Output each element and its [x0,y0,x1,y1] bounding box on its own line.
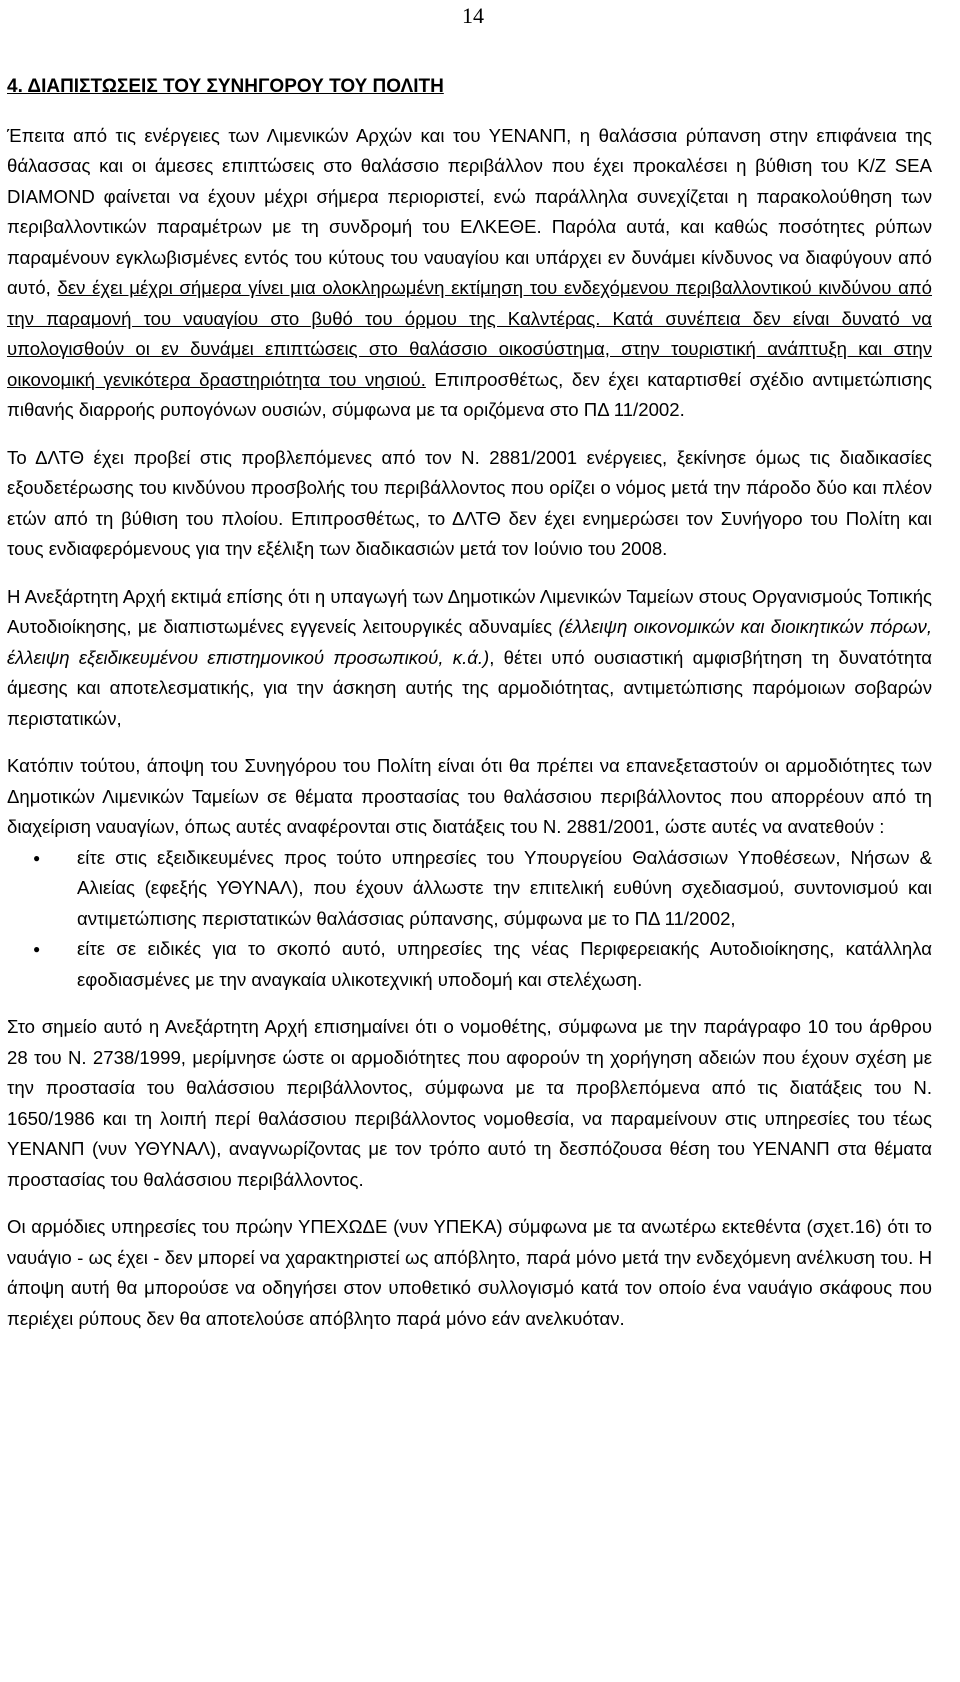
paragraph-text-after: Επιπροσθέτως, δεν έχει καταρτισθεί σχέδιο αντιμετώπισης πιθανής διαρροής ρυπογόνων ουσιών, σύμφωνα με τα οριζόμενα στο ΠΔ 11/2002. [7,368,932,420]
paragraph-findings [7,121,932,426]
recommendation-list [7,843,932,996]
paragraph-recommendation: Κατόπιν τούτου, άποψη του Συνηγόρου του Πολίτη είναι ότι θα πρέπει να επανεξεταστούν οι αρμοδιότητες των Δημοτικών Λιμενικών Ταμείων σε θέματα προστασίας του θαλάσσιου περιβάλλοντος που απορρέουν από τη διαχείριση ναυαγίων, όπως αυτές αναφέρονται στις διατάξεις του Ν. 2881/2001, ώστε αυτές να ανατεθούν : [7,755,932,837]
paragraph-dltth: Το ΔΛΤΘ έχει προβεί στις προβλεπόμενες από τον Ν. 2881/2001 ενέργειες, ξεκίνησε όμως τις διαδικασίες εξουδετέρωσης του κινδύνου προσβολής του περιβάλλοντος που ορίζει ο νόμος μετά την πάροδο δύο και πλέον ετών από τη βύθιση του πλοίου. Επιπροσθέτως, το ΔΛΤΘ δεν έχει ενημερώσει τον Συνήγορο του Πολίτη και τους ενδιαφερόμενους για την εξέλιξη των διαδικασιών μετά τον Ιούνιο του 2008. [7,446,932,559]
paragraph-text-after: , θέτει υπό ουσιαστική αμφισβήτηση τη δυνατότητα άμεσης και αποτελεσματικής, για την άσκηση αυτής της αρμοδιότητας, αντιμετώπισης παρόμοιων σοβαρών περιστατικών, [7,646,932,729]
list-item: ● είτε σε ειδικές για το σκοπό αυτό, υπηρεσίες της νέας Περιφερειακής Αυτοδιοίκησης, κατάλληλα εφοδιασμένες με την αναγκαία υλικοτεχνική υποδομή και στελέχωση. [7,934,932,995]
list-item: ● είτε στις εξειδικευμένες προς τούτο υπηρεσίες του Υπουργείου Θαλάσσιων Υποθέσεων, Νήσων & Αλιείας (εφεξής ΥΘΥΝΑΛ), που έχουν άλλωστε την επιτελική ευθύνη σχεδιασμού, συντονισμού και αντιμετώπισης περιστατικών θαλάσσιας ρύπανσης, σύμφωνα με το ΠΔ 11/2002, [7,843,932,935]
paragraph-authority-assessment [7,582,932,735]
paragraph-ministry-view: Οι αρμόδιες υπηρεσίες του πρώην ΥΠΕΧΩΔΕ (νυν ΥΠΕΚΑ) σύμφωνα με τα ανωτέρω εκτεθέντα (σχετ.16) ότι το ναυάγιο - ως έχει - δεν μπορεί να χαρακτηριστεί ως απόβλητο, παρά μόνο μετά την ενδεχόμενη ανέλκυση του. Η άποψη αυτή θα μπορούσε να οδηγήσει στον υποθετικό συλλογισμό κατά τον οποίο ένα ναυάγιο σκάφους που περιέχει ρύπους δεν θα αποτελούσε απόβλητο παρά μόνο εάν ανελκυόταν. [7,1216,932,1329]
paragraph-legislation: Στο σημείο αυτό η Ανεξάρτητη Αρχή επισημαίνει ότι ο νομοθέτης, σύμφωνα με την παράγραφο 10 του άρθρου 28 του Ν. 2738/1999, μερίμνησε ώστε οι αρμοδιότητες που αφορούν τη χορήγηση αδειών που έχουν σχέση με την προστασία του θαλάσσιου περιβάλλοντος, σύμφωνα με τα προβλεπόμενα από τις διατάξεις του Ν. 1650/1986 και τη λοιπή περί θαλάσσιου περιβάλλοντος νομοθεσία, να παραμείνουν στις υπηρεσίες του τέως ΥΕΝΑΝΠ (νυν ΥΘΥΝΑΛ), αναγνωρίζοντας με τον τρόπο αυτό τη δεσπόζουσα θέση του ΥΕΝΑΝΠ στα θέματα προστασίας του θαλάσσιου περιβάλλοντος. [7,1016,932,1190]
italic-text: (έλλειψη οικονομικών και διοικητικών πόρων, έλλειψη εξειδικευμένου επιστημονικού προσωπικού, κ.ά.) [7,616,932,668]
underlined-text: δεν έχει μέχρι σήμερα γίνει μια ολοκληρωμένη εκτίμηση του ενδεχόμενου περιβαλλοντικού κινδύνου από την παραμονή του ναυαγίου στο βυθό του όρμου της Καλντέρας. Κατά συνέπεια δεν είναι δυνατό να υπολογισθούν οι εν δυνάμει επιπτώσεις στο θαλάσσιο οικοσύστημα, στην τουριστική ανάπτυξη και στην οικονομική γενικότερα δραστηριότητα του νησιού. [7,277,932,390]
section-heading: 4. ΔΙΑΠΙΣΤΩΣΕΙΣ ΤΟΥ ΣΥΝΗΓΟΡΟΥ ΤΟΥ ΠΟΛΙΤΗ [7,76,444,97]
paragraph-text: Η Ανεξάρτητη Αρχή εκτιμά επίσης ότι η υπαγωγή των Δημοτικών Λιμενικών Ταμείων στους Οργανισμούς Τοπικής Αυτοδιοίκησης, με διαπιστωμένες εγγενείς λειτουργικές αδυναμίες [7,585,932,637]
document-body [7,72,932,1334]
page-number: 14 [462,3,484,28]
paragraph-text: Έπειτα από τις ενέργειες των Λιμενικών Αρχών και του ΥΕΝΑΝΠ, η θαλάσσια ρύπανση στην επιφάνεια της θάλασσας και οι άμεσες επιπτώσεις στο θαλάσσιο περιβάλλον που έχει προκαλέσει η βύθιση του Κ/Ζ SEA DIAMOND φαίνεται να έχουν μέχρι σήμερα περιοριστεί, ενώ παράλληλα συνεχίζεται η παρακολούθηση των περιβαλλοντικών παραμέτρων με τη συνδρομή του ΕΛΚΕΘΕ. Παρόλα αυτά, και καθώς ποσότητες ρύπων παραμένουν εγκλωβισμένες εντός του κύτους του ναυαγίου και υπάρχει εν δυνάμει κίνδυνος να διαφύγουν από αυτό, [7,124,932,298]
